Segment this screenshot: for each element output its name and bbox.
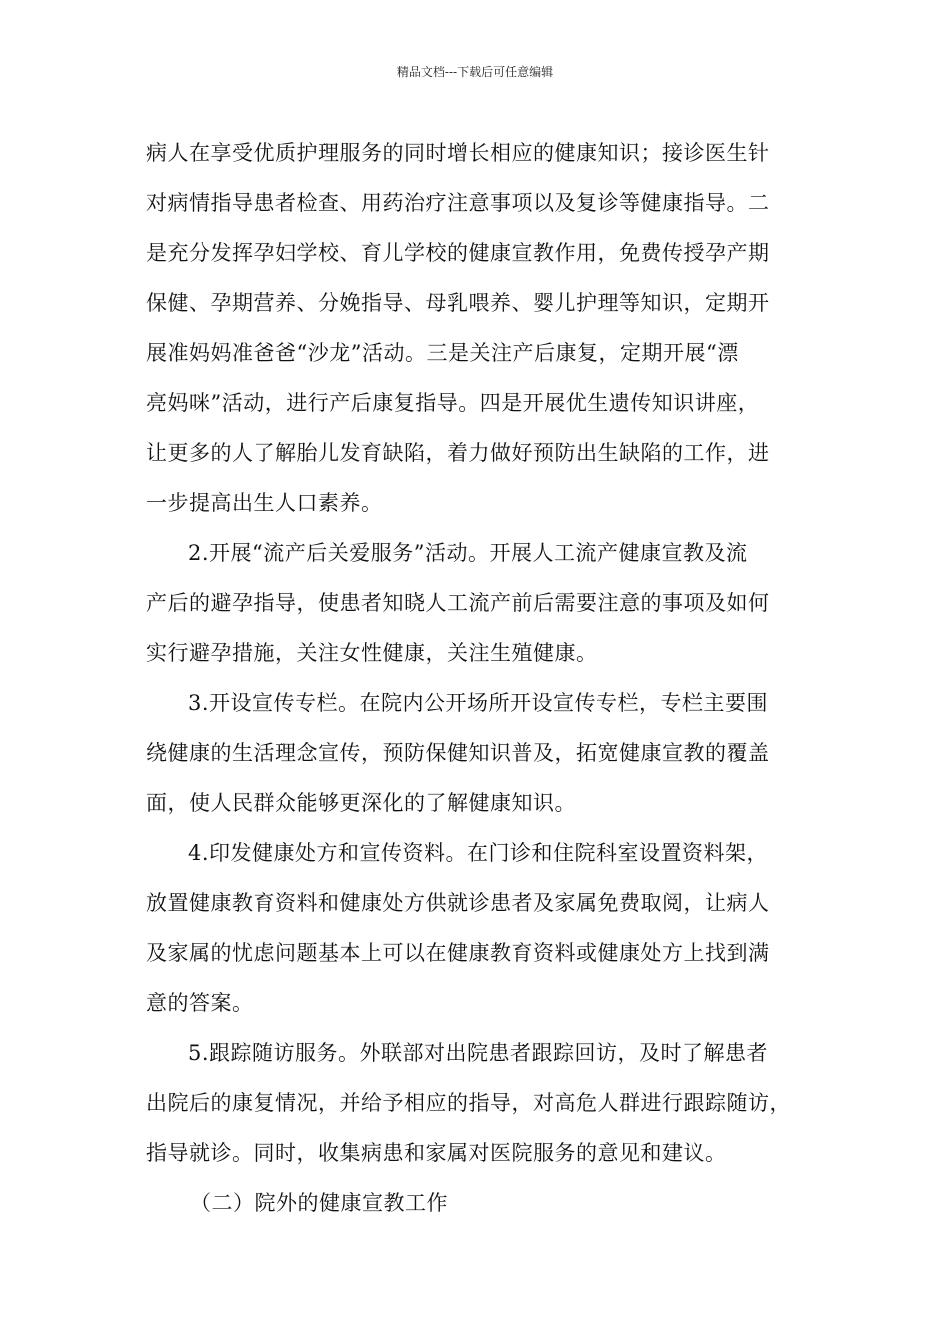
section-heading: （二）院外的健康宣教工作: [190, 1191, 448, 1215]
text-line: 实行避孕措施，关注女性健康，关注生殖健康。: [146, 641, 598, 665]
document-body: [146, 128, 816, 1228]
text-line: 保健、孕期营养、分娩指导、母乳喂养、婴儿护理等知识，定期开: [146, 291, 770, 315]
item-2-line: 2.开展“流产后关爱服务”活动。开展人工流产健康宣教及流: [188, 541, 748, 565]
text-line: 及家属的忧虑问题基本上可以在健康教育资料或健康处方上找到满: [146, 941, 770, 965]
item-4-line: 4.印发健康处方和宣传资料。在门诊和住院科室设置资料架，: [188, 841, 769, 865]
item-3-line: 3.开设宣传专栏。在院内公开场所开设宣传专栏，专栏主要围: [188, 691, 769, 715]
text-line: 放置健康教育资料和健康处方供就诊患者及家属免费取阅，让病人: [146, 891, 770, 915]
item-5-line: 5.跟踪随访服务。外联部对出院患者跟踪回访，及时了解患者: [188, 1041, 769, 1065]
page-header: 精品文档---下载后可任意编辑: [396, 65, 554, 79]
text-line: 病人在享受优质护理服务的同时增长相应的健康知识；接诊医生针: [146, 141, 770, 165]
text-line: 产后的避孕指导，使患者知晓人工流产前后需要注意的事项及如何: [146, 591, 770, 615]
text-line: 对病情指导患者检查、用药治疗注意事项以及复诊等健康指导。二: [146, 191, 770, 215]
text-line: 绕健康的生活理念宣传，预防保健知识普及，拓宽健康宣教的覆盖: [146, 741, 770, 765]
text-line: 意的答案。: [146, 991, 254, 1015]
text-line: 是充分发挥孕妇学校、育儿学校的健康宣教作用，免费传授孕产期: [146, 241, 770, 265]
text-line: 出院后的康复情况，并给予相应的指导，对高危人群进行跟踪随访，: [146, 1091, 791, 1115]
text-line: 让更多的人了解胎儿发育缺陷，着力做好预防出生缺陷的工作，进: [146, 441, 770, 465]
text-line: 亮妈咪”活动，进行产后康复指导。四是开展优生遗传知识讲座，: [146, 391, 760, 415]
text-line: 面，使人民群众能够更深化的了解健康知识。: [146, 791, 576, 815]
text-line: 展准妈妈准爸爸“沙龙”活动。三是关注产后康复，定期开展“漂: [146, 341, 739, 365]
text-line: 指导就诊。同时，收集病患和家属对医院服务的意见和建议。: [146, 1141, 727, 1165]
text-line: 一步提高出生人口素养。: [146, 491, 383, 515]
